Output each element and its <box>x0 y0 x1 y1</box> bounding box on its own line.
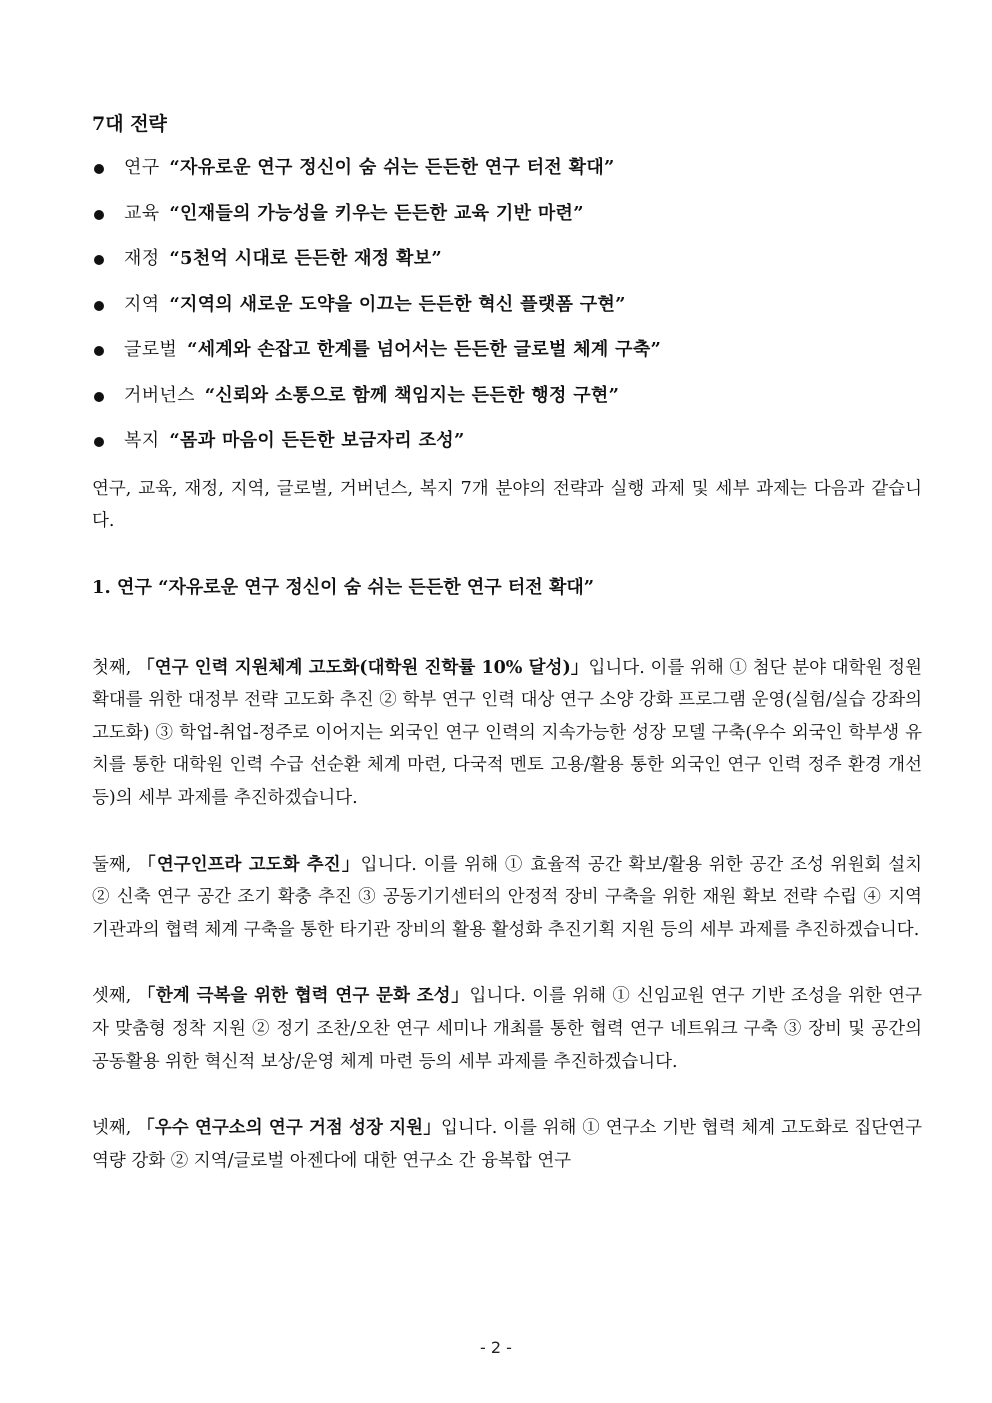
paragraph-highlight: 「연구 인력 지원체계 고도화(대학원 진학률 10% 달성)」 <box>137 657 589 678</box>
paragraph-prefix: 둘째, <box>92 854 139 875</box>
section-title: 7대 전략 <box>92 113 167 135</box>
bullet-icon <box>94 392 104 402</box>
strategy-item-region <box>92 291 922 337</box>
paragraph-highlight: 「우수 연구소의 연구 거점 성장 지원」 <box>137 1118 441 1139</box>
paragraph-prefix: 셋째, <box>92 986 138 1007</box>
strategy-item-global <box>92 336 922 382</box>
strategy-text: “지역의 새로운 도약을 이끄는 든든한 혁신 플랫폼 구현” <box>169 293 626 315</box>
strategy-text: “5천억 시대로 든든한 재정 확보” <box>169 248 443 269</box>
paragraph-body: 입니다. 이를 위해 ① 신임교원 연구 기반 조성을 위한 연구자 맞춤형 정착 지원 ② 정기 조찬/오찬 연구 세미나 개최를 통한 협력 연구 네트워크 구축 ③ 장비 및 공간의 공동활용 위한 혁신적 보상/운영 체계 마련 등의 세부 과제를 추진하겠습니다. <box>92 986 922 1072</box>
strategy-label: 복지 <box>124 430 160 451</box>
paragraph-prefix: 넷째, <box>92 1118 138 1139</box>
bullet-icon <box>94 346 104 356</box>
bullet-icon <box>94 164 104 174</box>
bullet-icon <box>94 301 104 311</box>
strategy-label: 재정 <box>124 248 160 269</box>
strategy-text: “세계와 손잡고 한계를 넘어서는 든든한 글로벌 체계 구축” <box>187 339 662 360</box>
bullet-icon <box>94 210 104 220</box>
strategy-item-welfare <box>92 427 922 473</box>
document-page <box>92 110 922 1177</box>
strategy-text: “인재들의 가능성을 키우는 든든한 교육 기반 마련” <box>169 202 584 224</box>
paragraph-highlight: 「연구인프라 고도화 추진」 <box>138 854 361 875</box>
strategy-text: “자유로운 연구 정신이 숨 쉬는 든든한 연구 터전 확대” <box>169 157 615 178</box>
strategy-text: “신뢰와 소통으로 함께 책임지는 든든한 행정 구현” <box>204 384 620 406</box>
strategy-list <box>92 154 922 473</box>
body-paragraph-4 <box>92 1112 922 1177</box>
strategy-label: 교육 <box>124 202 160 224</box>
body-paragraph-1 <box>92 652 922 815</box>
paragraph-body: 입니다. 이를 위해 ① 효율적 공간 확보/활용 위한 공간 조성 위원회 설치 ② 신축 연구 공간 조기 확충 추진 ③ 공동기기센터의 안정적 장비 구축을 위한 재원 확보 전략 수립 ④ 지역 기관과의 협력 체계 구축을 통한 타기관 장비의 활용 활성화 추진기획 지원 등의 세부 과제를 추진하겠습니다. <box>92 854 922 940</box>
strategy-label: 연구 <box>124 157 160 178</box>
page-number: - 2 - <box>480 1338 512 1357</box>
paragraph-body: 입니다. 이를 위해 ① 연구소 기반 협력 체계 고도화로 집단연구 역량 강화 ② 지역/글로벌 아젠다에 대한 연구소 간 융복합 연구 <box>92 1118 922 1171</box>
bullet-icon <box>94 437 104 447</box>
strategy-item-governance <box>92 382 922 428</box>
strategy-item-education <box>92 200 922 246</box>
strategy-label: 거버넌스 <box>124 384 195 406</box>
strategy-item-research <box>92 154 922 200</box>
strategy-label: 지역 <box>124 293 160 315</box>
body-paragraph-2 <box>92 849 922 947</box>
intro-paragraph: 연구, 교육, 재정, 지역, 글로벌, 거버넌스, 복지 7개 분야의 전략과 실행 과제 및 세부 과제는 다음과 같습니다. <box>92 478 922 532</box>
strategy-label: 글로벌 <box>124 339 178 360</box>
subsection-title: 1. 연구 “자유로운 연구 정신이 숨 쉬는 든든한 연구 터전 확대” <box>92 576 595 598</box>
paragraph-body: 입니다. 이를 위해 ① 첨단 분야 대학원 정원 확대를 위한 대정부 전략 고도화 추진 ② 학부 연구 인력 대상 연구 소양 강화 프로그램 운영(실험/실습 강좌의 고도화) ③ 학업-취업-정주로 이어지는 외국인 연구 인력의 지속가능한 성장 모델 구축(우수 외국인 학부생 유치를 통한 대학원 인력 수급 선순환 체계 마련, 다국적 멘토 고용/활용 통한 외국인 연구 인력 정주 환경 개선 등)의 세부 과제를 추진하겠습니다. <box>92 657 922 809</box>
paragraph-highlight: 「한계 극복을 위한 협력 연구 문화 조성」 <box>137 986 470 1007</box>
bullet-icon <box>94 255 104 265</box>
strategy-text: “몸과 마음이 든든한 보금자리 조성” <box>169 430 465 451</box>
paragraph-prefix: 첫째, <box>92 657 138 678</box>
body-paragraph-3 <box>92 980 922 1078</box>
strategy-item-finance <box>92 245 922 291</box>
